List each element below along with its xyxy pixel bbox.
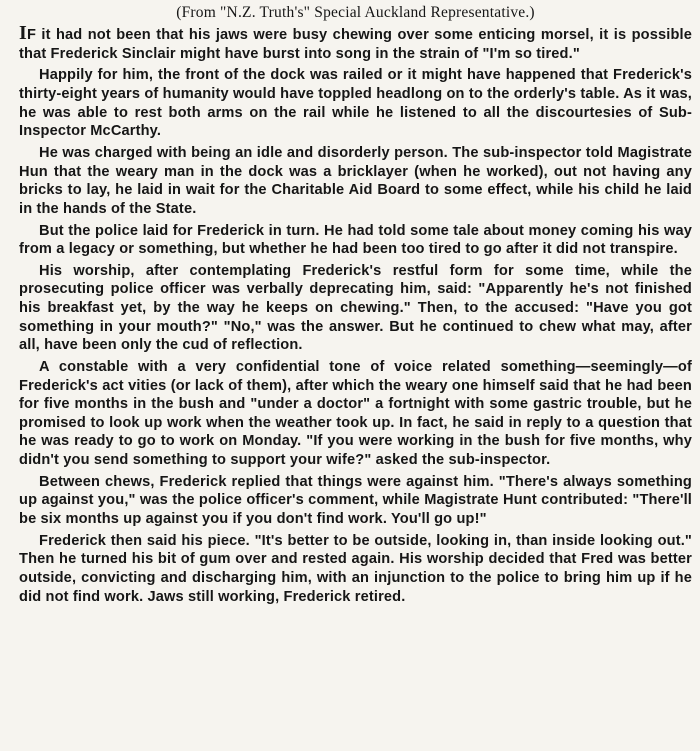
article-body <box>19 22 692 606</box>
article-paragraph-6: A constable with a very confidential tone of voice related something—seemingly—of Frederick's act vities (or lack of them), after which the weary one himself said that he had been for five months in the bush and "under a doctor" a fortnight with some gastric trouble, but he promised to look up work when the weather took up. In fact, he said in reply to a question that he was ready to go to work on Monday. "If you were working in the bush for five months, why didn't you send something to support your wife?" asked the sub-inspector. <box>19 359 692 468</box>
article-paragraph-2: Happily for him, the front of the dock was railed or it might have happened that Frederick's thirty-eight years of humanity would have toppled headlong on to the orderly's table. As it was, he was able to rest both arms on the rail while he listened to all the discourtesies of Sub-Inspector McCarthy. <box>19 67 692 140</box>
byline: (From "N.Z. Truth's" Special Auckland Representative.) <box>176 4 535 21</box>
article-paragraph-1 <box>19 22 692 63</box>
article-paragraph-8: Frederick then said his piece. "It's better to be outside, looking in, than inside looking out." Then he turned his bit of gum over and rested again. His worship decided that Fred was better outside, convicting and discharging him, with an injunction to the police to bring him up if he did not find work. Jaws still working, Frederick retired. <box>19 532 692 605</box>
article-paragraph-4: But the police laid for Frederick in turn. He had told some tale about money coming his way from a legacy or something, but whether he had been too tired to go after it did not transpire. <box>19 222 692 258</box>
article-paragraph-3: He was charged with being an idle and disorderly person. The sub-inspector told Magistrate Hun that the weary man in the dock was a bricklayer (when he worked), out not having any bricks to lay, he laid in wait for the Charitable Aid Board to some effect, while his child he laid in the hands of the State. <box>19 144 692 217</box>
paragraph-1-text: F it had not been that his jaws were busy chewing over some enticing morsel, it is possible that Frederick Sinclair might have burst into song in the strain of "I'm so tired." <box>19 27 692 62</box>
drop-cap: I <box>19 22 27 44</box>
article-paragraph-5: His worship, after contemplating Frederick's restful form for some time, while the prosecuting police officer was verbally deprecating him, said: "Apparently he's not finished his breakfast yet, by the way he keeps on chewing." Then, to the accused: "Have you got something in your mouth?" "No," was the answer. But he continued to chew what may, after all, have been only the cud of reflection. <box>19 262 692 354</box>
article-paragraph-7: Between chews, Frederick replied that things were against him. "There's always something up against you," was the police officer's comment, while Magistrate Hunt contributed: "There'll be six months up against you if you don't find work. You'll go up!" <box>19 473 692 527</box>
